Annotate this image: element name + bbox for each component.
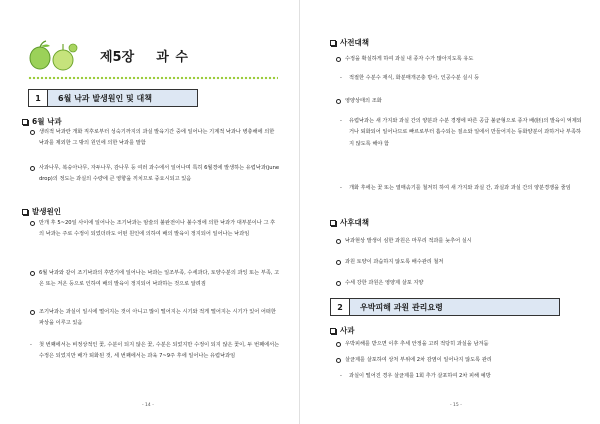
chapter-header [28,36,278,80]
list-item: 6월 낙과와 같이 조기낙과의 후반기에 일어나는 낙과는 일조부족, 수세과다, 토양수분의 과잉 또는 부족, 고온 또는 저온 등으로 인하여 배의 발육이 정지되어 낙과하는 것으로 알려짐 [30,268,280,291]
square-bullet-icon [22,209,28,215]
list-item: 수세 강한 과원은 영양제 살포 지양 [336,278,584,289]
dash-marker: - [340,373,342,379]
section-heading [330,298,560,316]
circle-bullet-icon [30,310,35,315]
circle-bullet-icon [30,130,35,135]
dash-marker: - [30,342,32,348]
dash-marker: - [340,75,342,81]
dash-item: - 과실이 떨어진 경우 살균제를 1회 추가 살포하여 2차 피해 예방 [340,371,588,382]
dash-marker: - [340,118,342,124]
dotted-divider [28,76,278,80]
section-number: 1 [28,89,48,107]
section-title: 우박피해 과원 관리요령 [350,298,560,316]
chapter-title [100,46,189,65]
chapter-number: 제5장 [100,50,135,65]
subheading-causes: 발생원인 [22,206,61,217]
page-number: - 14 - [142,403,154,408]
list-item: 조기낙과는 과실이 일시에 떨어지는 것이 아니고 많이 떨어지는 시기와 적게 떨어지는 시기가 있어 어떠한 파상을 이루고 있음 [30,307,280,330]
dash-item: - 적절한 수분수 재식, 화분매개곤충 방사, 인공수분 실시 등 [340,73,584,84]
page-number: - 15 - [450,403,462,408]
circle-bullet-icon [336,281,341,286]
list-item: 수정을 확실하게 하여 과실 내 종자 수가 많아지도록 유도 [336,54,584,65]
circle-bullet-icon [30,166,35,171]
right-page [300,0,600,424]
dash-marker: - [340,185,342,191]
circle-bullet-icon [336,260,341,265]
circle-bullet-icon [336,342,341,347]
list-item: 과원 토양이 과습하지 않도록 배수관리 철저 [336,257,584,268]
fruit-icon [28,38,84,74]
dash-item: - 유럽낙과는 새 가지와 과실 간의 양분과 수분 경쟁에 따른 공급 불균형으로 종자 배(胚)의 발육이 억제되거나 퇴화되어 일어나므로 빠르로부터 흡수되는 질소와 일에서 만들어지는 동화양분이 과하거나 부족하지 않도록 해야 함 [340,118,582,147]
subheading-pre-measures: 사전대책 [330,37,369,48]
list-item: 우박피해를 받으면 이후 추세 안정을 고려 적당히 과실을 남겨둠 [336,339,588,350]
section-heading [28,89,198,107]
dash-item: - 첫 번째에서는 비정상적인 꽃, 수분이 되지 않은 꽃, 수분은 되었지만 수정이 되지 않은 꽃이, 두 번째에서는 수정은 되었지만 배가 퇴화된 것, 세 번째에서는 과육 7~9주 후에 일어나는 유럽낙과임 [30,342,280,360]
square-bullet-icon [330,220,336,226]
square-bullet-icon [22,119,28,125]
subheading-june-drop: 6월 낙과 [22,116,62,127]
circle-bullet-icon [336,239,341,244]
list-item: 만개 후 5~20일 사이에 일어나는 조기낙과는 암술의 불완전이나 불수정에 의한 낙과가 대부분이나 그 후의 낙과는 주로 수정이 되었더라도 어떤 원인에 의하여 배의 발육이 정지되어 일어나는 낙과임 [30,218,280,241]
square-bullet-icon [330,328,336,334]
list-item: 영양상태의 조화 [336,96,584,107]
subheading-apple: 사과 [330,325,355,336]
circle-bullet-icon [30,221,35,226]
list-item: 낙과현상 발생이 심한 과원은 마무리 적과를 늦추어 실시 [336,236,584,247]
section-title: 6월 낙과 발생원인 및 대책 [48,89,198,107]
circle-bullet-icon [30,271,35,276]
circle-bullet-icon [336,358,341,363]
square-bullet-icon [330,40,336,46]
chapter-name: 과 수 [156,50,189,65]
subheading-post-measures: 사후대책 [330,217,369,228]
dash-item: - 개화 후에는 꽃 또는 열매솎기를 철저히 하여 새 가지와 과실 간, 과실과 과실 간의 양분경쟁을 줄임 [340,183,584,194]
section-number: 2 [330,298,350,316]
circle-bullet-icon [336,99,341,104]
circle-bullet-icon [336,57,341,62]
list-item: 생리적 낙과란 개화 직후로부터 성숙기까지의 과실 발육기간 중에 일어나는 기계적 낙과나 병충해에 의한 낙과를 제외한 그 밖의 원인에 의한 낙과를 말함 [30,127,280,150]
list-item: 살균제를 살포하여 상처 부위에 2차 감염이 일어나지 않도록 관리 [336,355,588,366]
list-item: 사과나무, 복숭아나무, 자두나무, 감나무 등 여러 과수에서 일어나며 특히 6월경에 발생하는 유럽낙과(june drop)의 정도는 과실의 수량에 큰 영향을 끼치므로 중요시되고 있음 [30,163,280,186]
